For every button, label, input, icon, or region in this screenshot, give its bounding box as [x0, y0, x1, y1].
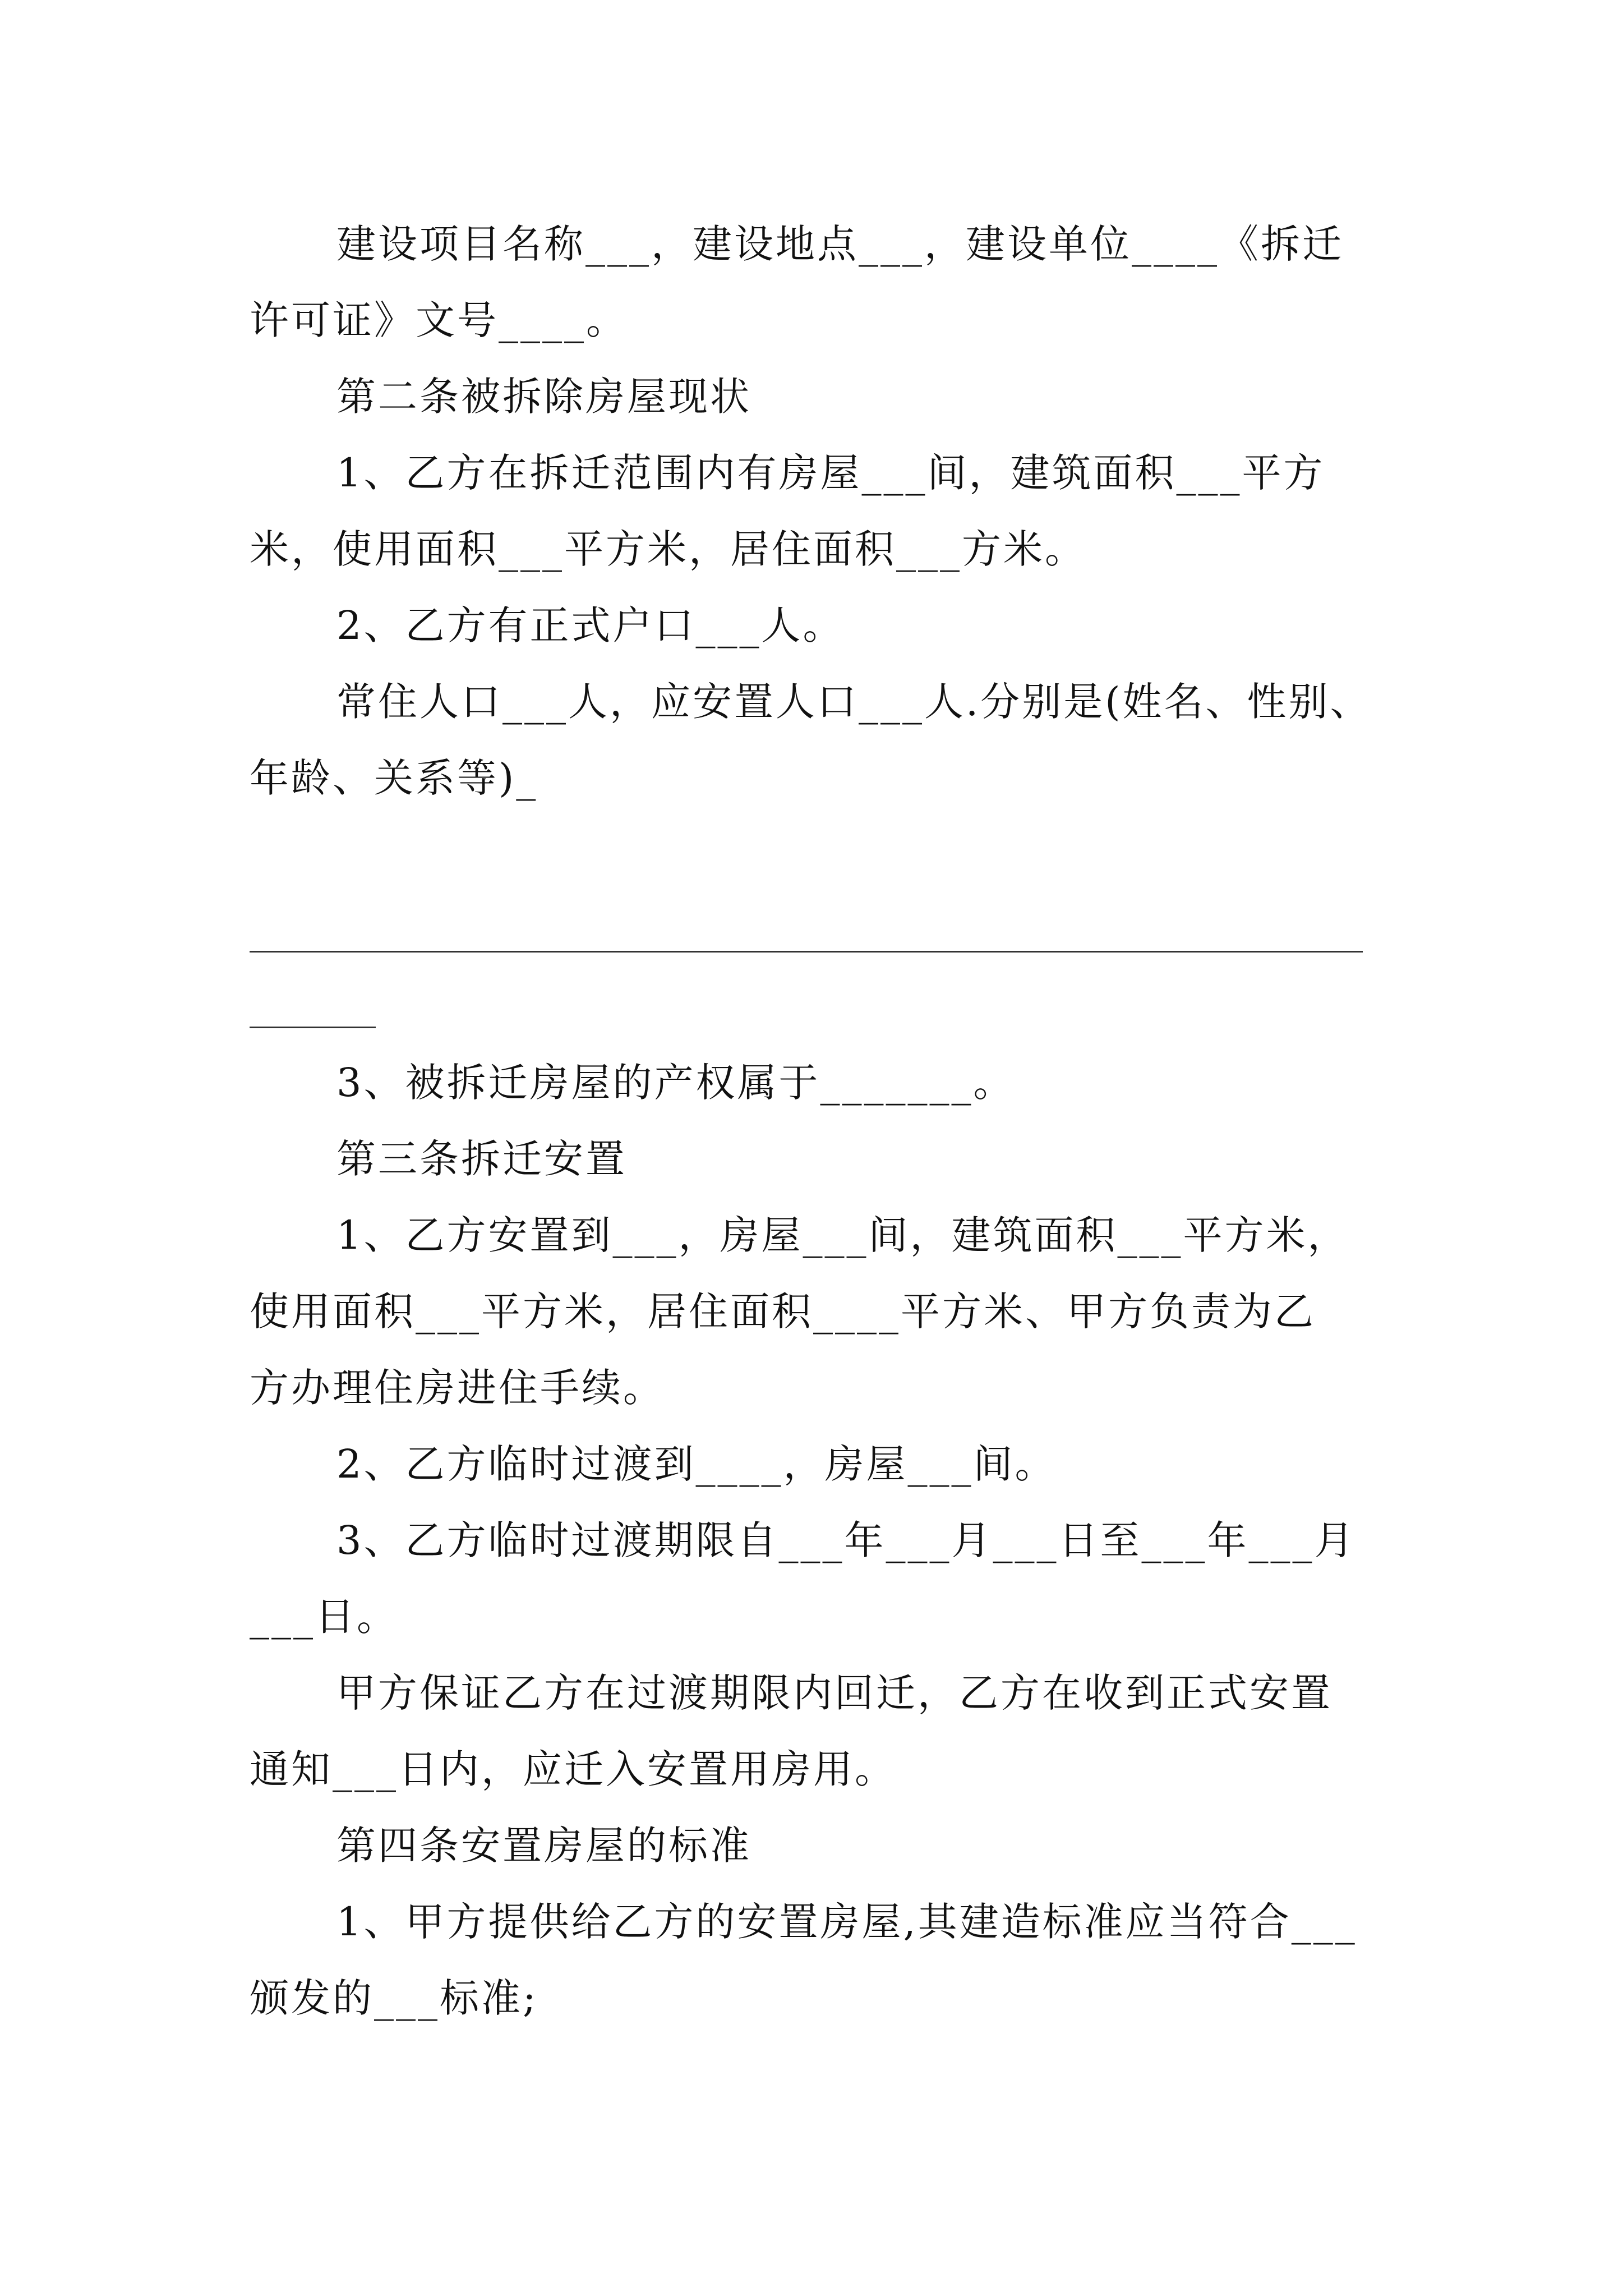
- paragraph-residents-cont: 年龄、关系等)_: [250, 755, 538, 801]
- paragraph-resettlement-1-end: 方办理住房进住手续。: [250, 1365, 665, 1411]
- paragraph-household-2: 2、乙方有正式户口___人。: [336, 602, 845, 648]
- paragraph-project-info: 建设项目名称___，建设地点___，建设单位____《拆迁: [336, 221, 1344, 267]
- blank-fill-line-long: [250, 951, 1363, 953]
- paragraph-transition-period-3-cont: ___日。: [250, 1594, 398, 1640]
- paragraph-return-guarantee: 甲方保证乙方在过渡期限内回迁，乙方在收到正式安置: [336, 1670, 1332, 1716]
- paragraph-return-guarantee-cont: 通知___日内，应迁入安置用房用。: [250, 1746, 896, 1792]
- heading-article-3: 第三条拆迁安置: [336, 1136, 627, 1182]
- paragraph-resettlement-1-cont: 使用面积___平方米，居住面积____平方米、甲方负责为乙: [250, 1289, 1316, 1335]
- paragraph-house-status-1: 1、乙方在拆迁范围内有房屋___间，建筑面积___平方: [336, 450, 1325, 496]
- heading-article-4: 第四条安置房屋的标准: [336, 1823, 751, 1869]
- paragraph-standard-1: 1、甲方提供给乙方的安置房屋,其建造标准应当符合___: [336, 1899, 1357, 1945]
- blank-fill-line-short: [250, 1027, 376, 1028]
- paragraph-residents: 常住人口___人，应安置人口___人.分别是(姓名、性别、: [336, 679, 1372, 725]
- paragraph-resettlement-1: 1、乙方安置到___，房屋___间，建筑面积___平方米，: [336, 1212, 1349, 1258]
- paragraph-house-status-1-cont: 米，使用面积___平方米，居住面积___方米。: [250, 526, 1086, 572]
- paragraph-standard-1-cont: 颁发的___标准;: [250, 1975, 538, 2021]
- paragraph-ownership-3: 3、被拆迁房屋的产权属于_______。: [336, 1060, 1015, 1106]
- paragraph-transition-2: 2、乙方临时过渡到____，房屋___间。: [336, 1441, 1057, 1487]
- heading-article-2: 第二条被拆除房屋现状: [336, 374, 751, 420]
- paragraph-project-info-cont: 许可证》文号____。: [250, 297, 628, 343]
- paragraph-transition-period-3: 3、乙方临时过渡期限自___年___月___日至___年___月: [336, 1517, 1356, 1563]
